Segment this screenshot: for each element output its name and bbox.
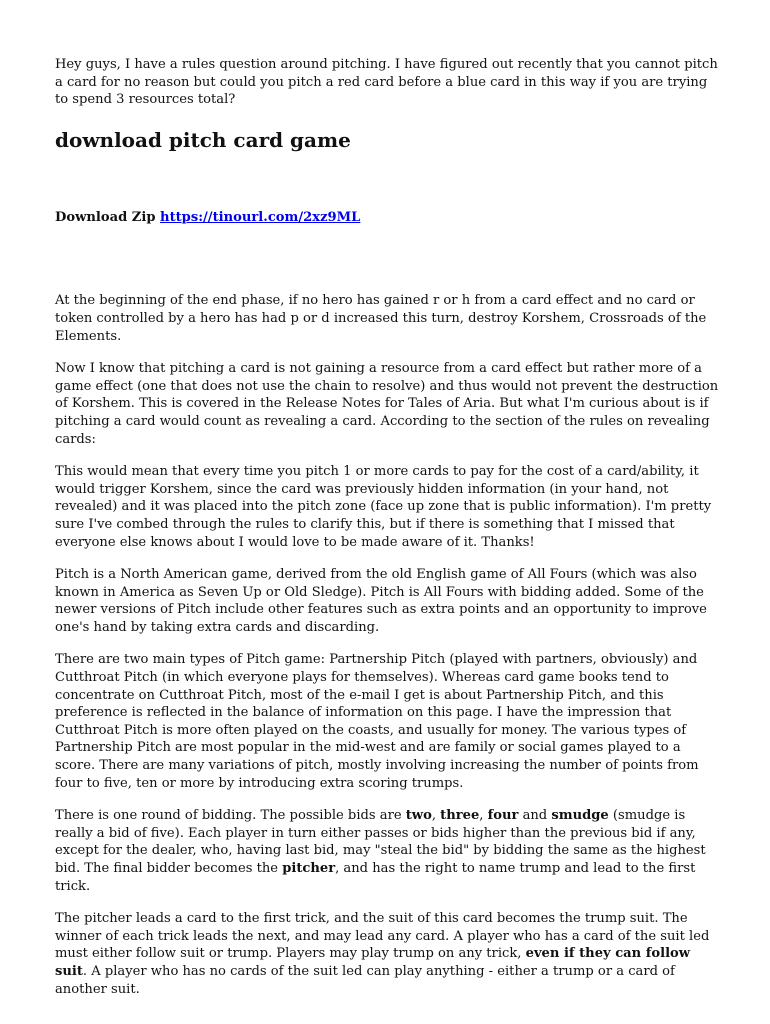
paragraph-play bbox=[55, 910, 719, 998]
paragraph-pitching-question: Now I know that pitching a card is not gaining a resource from a card effect but rather more of a game effect (one that does not use the chain to resolve) and thus would not prevent the destruction of Korshem. This is covered in the Release Notes for Tales of Aria. But what I'm curious about is if pitching a card would count as revealing a card. According to the section of the rules on revealing cards: bbox=[55, 361, 719, 447]
text: (smudge is really a bid of five). Each player in turn either passes or bids higher than the previous bid if any, except for the dealer, who, having last bid, may "steal the bid" by bidding the same as the highest bid. The final bidder becomes the bbox=[55, 808, 706, 876]
text: , bbox=[479, 808, 488, 824]
paragraph-pitch-origin: Pitch is a North American game, derived from the old English game of All Fours (which was also known in America as Seven Up or Old Sledge). Pitch is All Fours with bidding added. Some of the newer versions of Pitch include other features such as extra points and an opportunity to improve one's hand by taking extra cards and discarding. bbox=[55, 567, 707, 635]
paragraph-korshem-rule: At the beginning of the end phase, if no hero has gained r or h from a card effect and no card or token controlled by a hero has had p or d increased this turn, destroy Korshem, Crossroads of the Elements. bbox=[55, 293, 707, 344]
bid-three: three bbox=[440, 808, 480, 824]
document-page bbox=[55, 56, 719, 1013]
download-label: Download Zip bbox=[55, 209, 156, 225]
page-title: download pitch card game bbox=[55, 127, 351, 152]
paragraph-trigger-korshem: This would mean that every time you pitch 1 or more cards to pay for the cost of a card/ability, it would trigger Korshem, since the card was previously hidden information (in your hand, not revealed) and it was placed into the pitch zone (face up zone that is public information). I'm pretty sure I've combed through the rules to clarify this, but if there is something that I missed that everyone else knows about I would love to be made aware of it. Thanks! bbox=[55, 464, 712, 550]
text: The pitcher leads a card to the first trick, and the suit of this card becomes the trump suit. The winner of each trick leads the next, and may lead any card. A player who has a card of the suit led must either follow suit or trump. Players may play trump on any trick, bbox=[55, 911, 710, 962]
paragraph-pitch-types: There are two main types of Pitch game: Partnership Pitch (played with partners, obviously) and Cutthroat Pitch (in which everyone plays for themselves). Whereas card game books tend to concentrate on Cutthroat Pitch, most of the e-mail I get is about Partnership Pitch, and this preference is reflected in the balance of information on this page. I have the impression that Cutthroat Pitch is more often played on the coasts, and usually for money. The various types of Partnership Pitch are most popular in the mid-west and are family or social games played to a score. There are many variations of pitch, mostly involving increasing the number of points from four to five, ten or more by introducing extra scoring trumps. bbox=[55, 652, 699, 791]
intro-paragraph: Hey guys, I have a rules question around pitching. I have figured out recently that you cannot pitch a card for no reason but could you pitch a red card before a blue card in this way if you are trying to spend 3 resources total? bbox=[55, 57, 718, 108]
text: There is one round of bidding. The possible bids are bbox=[55, 808, 406, 824]
text: , bbox=[431, 808, 441, 824]
bid-two: two bbox=[405, 808, 432, 824]
download-line bbox=[55, 209, 719, 227]
text: , and has the right to name trump and lead to the first trick. bbox=[55, 861, 696, 894]
text: and bbox=[518, 808, 552, 824]
text: . A player who has no cards of the suit led can play anything - either a trump or a card of another suit. bbox=[55, 963, 675, 997]
term-pitcher: pitcher bbox=[282, 861, 336, 876]
spacer bbox=[55, 226, 719, 292]
download-link[interactable]: https://tinourl.com/2xz9ML bbox=[160, 209, 361, 225]
paragraph-bidding bbox=[55, 807, 719, 895]
bid-smudge: smudge bbox=[551, 808, 609, 824]
bid-four: four bbox=[487, 808, 519, 824]
emphasis-follow-suit: even if they can follow suit bbox=[55, 946, 691, 979]
